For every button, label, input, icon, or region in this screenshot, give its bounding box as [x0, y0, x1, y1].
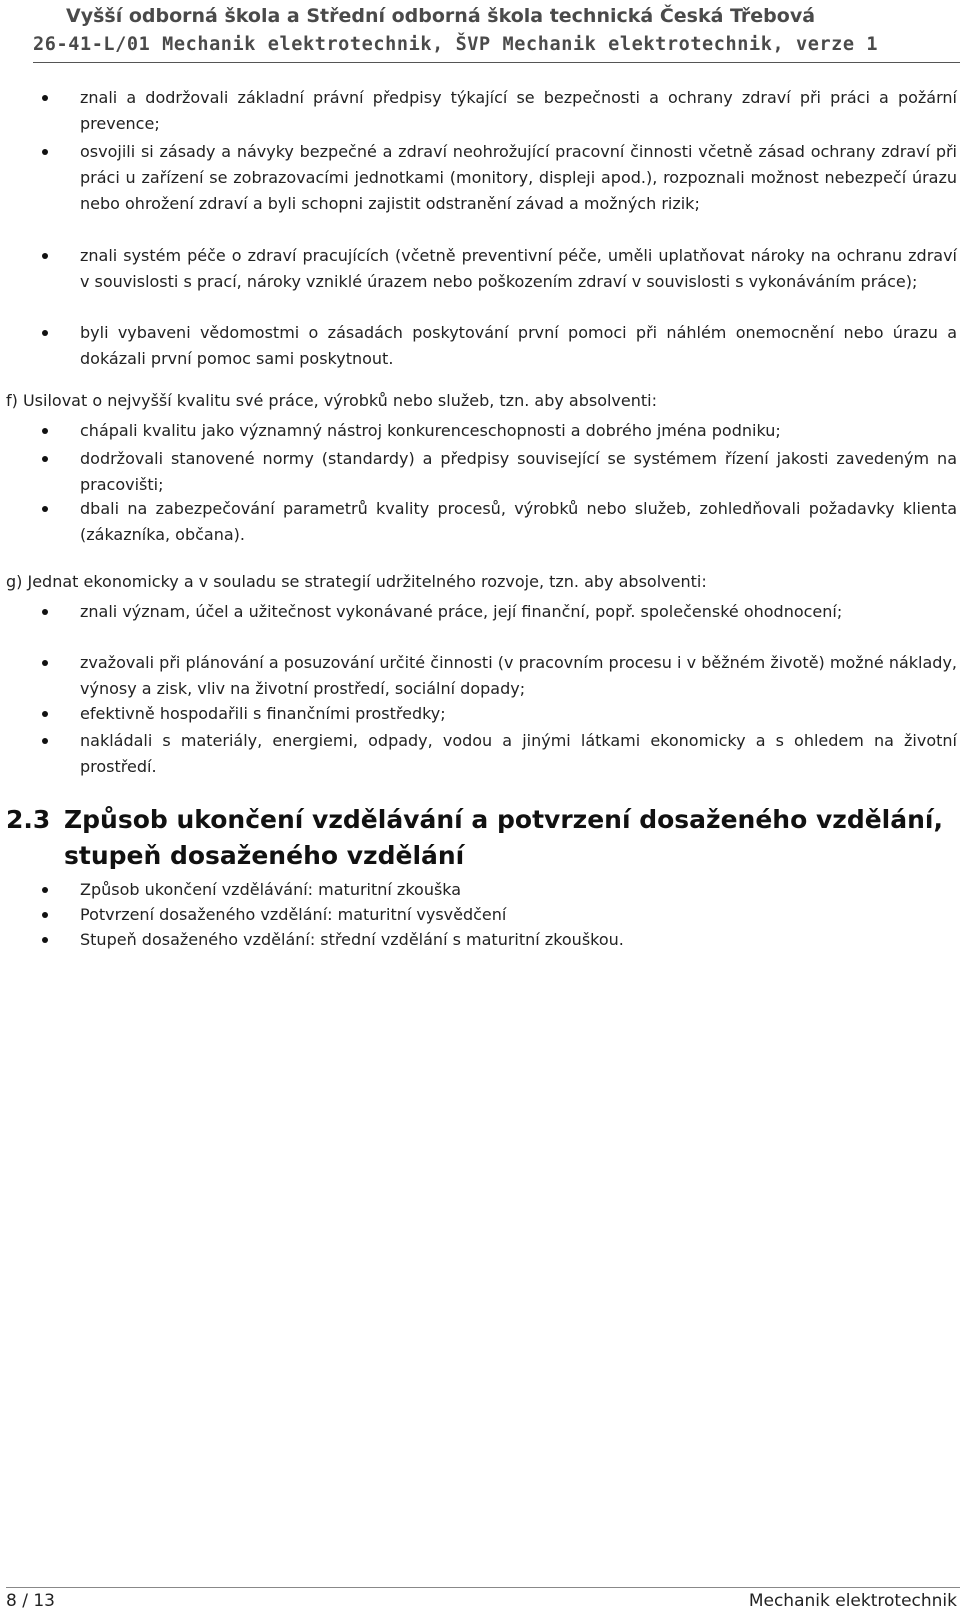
list-item: nakládali s materiály, energiemi, odpady, vodou a jinými látkami ekonomicky a s ohledem na životní prostředí. — [80, 728, 957, 780]
list-item: chápali kvalitu jako významný nástroj konkurenceschopnosti a dobrého jména podniku; — [80, 418, 957, 444]
list-item: Způsob ukončení vzdělávání: maturitní zkouška — [80, 877, 957, 903]
list-item: Stupeň dosaženého vzdělání: střední vzdělání s maturitní zkouškou. — [80, 927, 957, 953]
list-item: efektivně hospodařili s finančními prostředky; — [80, 701, 957, 727]
list-item: Potvrzení dosaženého vzdělání: maturitní vysvědčení — [80, 902, 957, 928]
school-name: Vyšší odborná škola a Střední odborná škola technická Česká Třebová — [66, 5, 816, 27]
section-heading — [6, 802, 956, 874]
list-item: znali význam, účel a užitečnost vykonávané práce, její finanční, popř. společenské ohodnocení; — [80, 599, 957, 625]
footer-title: Mechanik elektrotechnik — [748, 1591, 957, 1611]
page-header — [0, 0, 960, 64]
program-code: 26-41-L/01 Mechanik elektrotechnik, ŠVP Mechanik elektrotechnik, verze 1 — [33, 34, 879, 55]
list-item: osvojili si zásady a návyky bezpečné a zdraví neohrožující pracovní činnosti včetně zásad ochrany zdraví při práci u zařízení se zobrazovacími jednotkami (monitory, displeji apod.), rozpoznali možnost nebezpečí úrazu nebo ohrožení zdraví a byli schopni zajistit odstranění závad a možných rizik; — [80, 139, 957, 217]
list-item: dodržovali stanovené normy (standardy) a předpisy související se systémem řízení jakosti zavedeným na pracovišti; — [80, 446, 957, 498]
list-item: dbali na zabezpečování parametrů kvality procesů, výrobků nebo služeb, zohledňovali požadavky klienta (zákazníka, občana). — [80, 496, 957, 548]
heading-line-1: Způsob ukončení vzdělávání a potvrzení dosaženého vzdělání, — [64, 805, 943, 834]
list-item: znali systém péče o zdraví pracujících (včetně preventivní péče, uměli uplatňovat nároky na ochranu zdraví v souvislosti s prací, nároky vzniklé úrazem nebo poškozením zdraví v souvislosti s vykonáváním práce); — [80, 243, 957, 295]
list-item: znali a dodržovali základní právní předpisy týkající se bezpečnosti a ochrany zdraví při práci a požární prevence; — [80, 85, 957, 137]
heading-line-2: stupeň dosaženého vzdělání — [64, 841, 465, 870]
list-item: zvažovali při plánování a posuzování určité činnosti (v pracovním procesu i v běžném životě) možné náklady, výnosy a zisk, vliv na životní prostředí, sociální dopady; — [80, 650, 957, 702]
section-f-title: f) Usilovat o nejvyšší kvalitu své práce, výrobků nebo služeb, tzn. aby absolventi: — [6, 391, 657, 410]
footer-divider — [6, 1587, 960, 1588]
section-g-title: g) Jednat ekonomicky a v souladu se strategií udržitelného rozvoje, tzn. aby absolventi: — [6, 572, 707, 591]
page-number: 8 / 13 — [6, 1591, 55, 1611]
header-divider — [33, 62, 960, 63]
heading-number: 2.3 — [6, 805, 51, 834]
list-item: byli vybaveni vědomostmi o zásadách poskytování první pomoci při náhlém onemocnění nebo úrazu a dokázali první pomoc sami poskytnout. — [80, 320, 957, 372]
